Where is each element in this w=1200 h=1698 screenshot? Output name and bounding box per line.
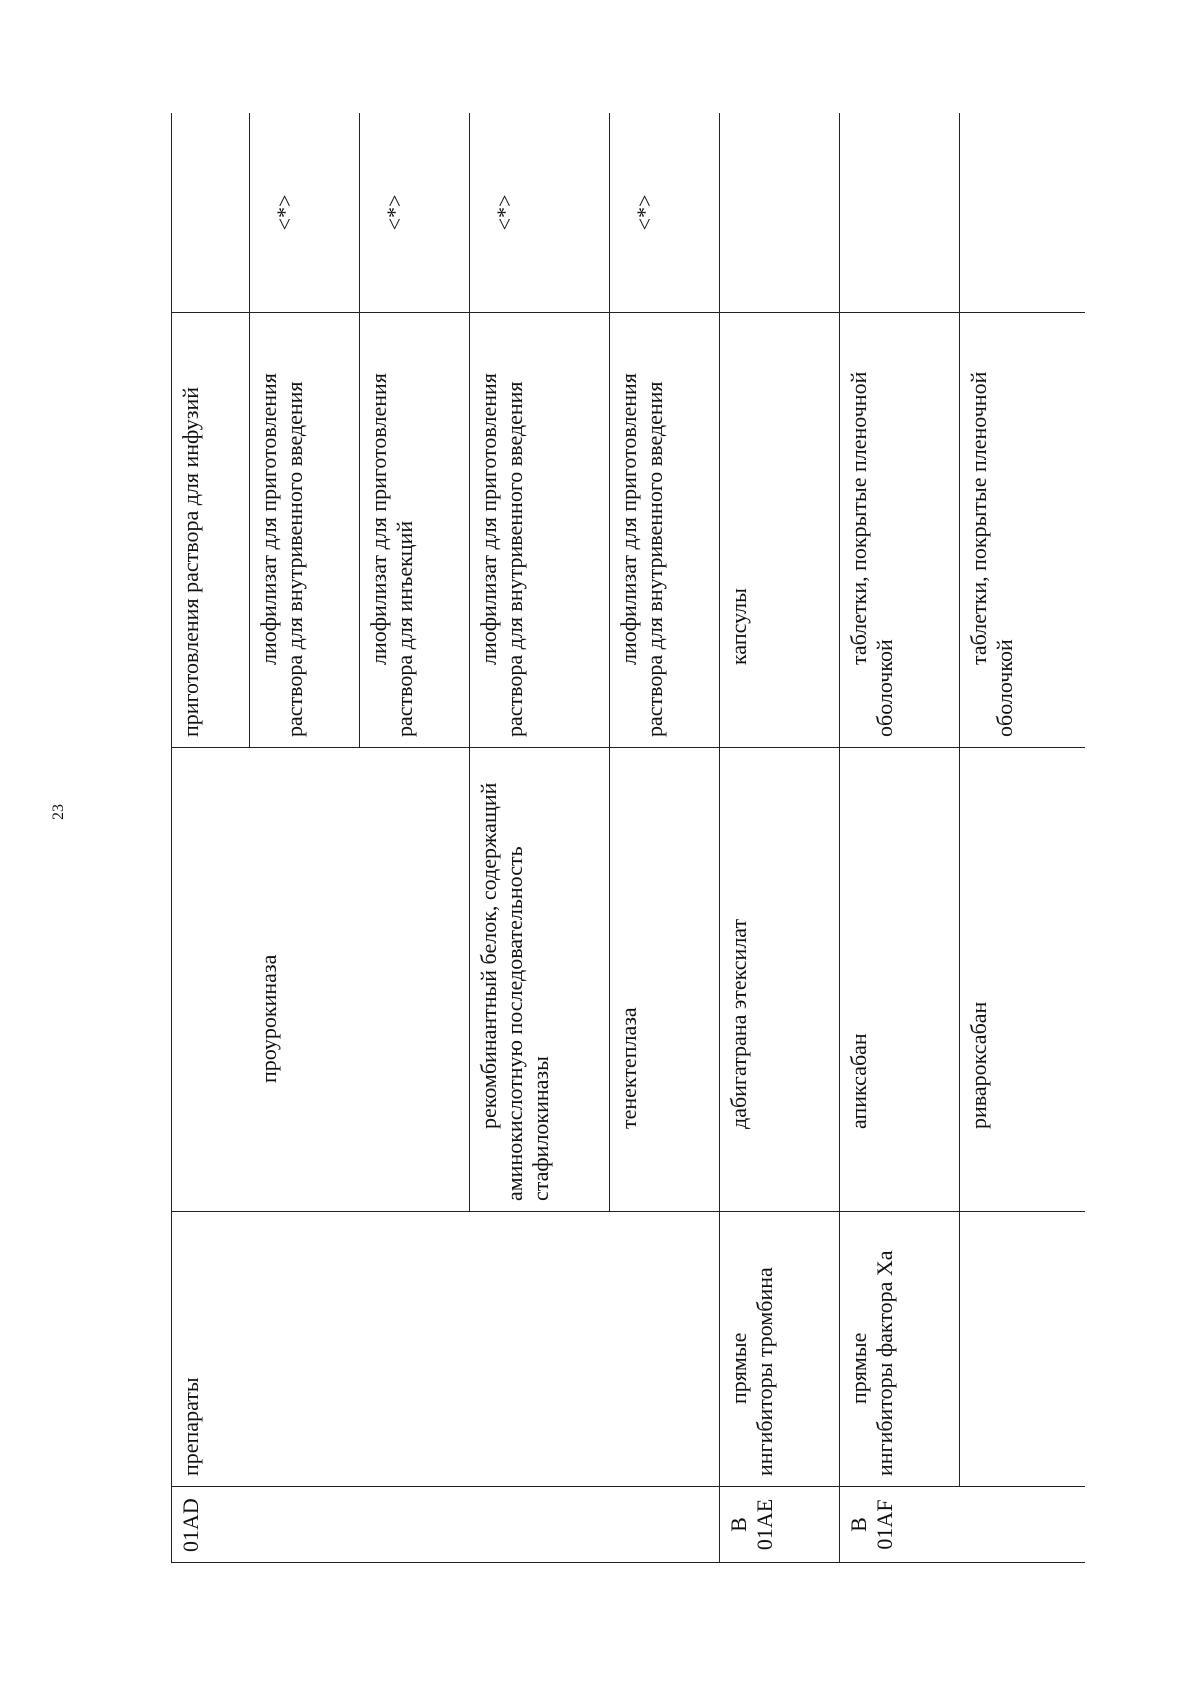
drug-cell: рекомбинантный белок, содержащий аминокислотную последовательность стафилокиназы xyxy=(470,748,610,1212)
atc-code-cell xyxy=(960,1487,1086,1563)
atc-code-cell xyxy=(470,1487,610,1563)
atc-code-cell: 01AD xyxy=(172,1487,250,1563)
form-cell: лиофилизат для приготовления раствора для внутривенного введения xyxy=(470,313,610,748)
mark-cell xyxy=(172,113,250,313)
table-frame xyxy=(171,113,1085,1563)
mark-text: <*> xyxy=(272,194,297,231)
drug-cell: дабигатрана этексилат xyxy=(720,748,840,1212)
group-cell: прямые ингибиторы фактора Xa xyxy=(840,1212,960,1487)
table-row xyxy=(840,113,960,1563)
table-row xyxy=(172,113,250,1563)
group-cell xyxy=(470,1212,610,1487)
mark-cell xyxy=(470,113,610,313)
form-cell: лиофилизат для приготовления раствора для внутривенного введения xyxy=(610,313,720,748)
rotated-table-container xyxy=(171,113,1085,1563)
group-cell: прямые ингибиторы тромбина xyxy=(720,1212,840,1487)
mark-cell xyxy=(720,113,840,313)
atc-code-cell xyxy=(610,1487,720,1563)
table-row xyxy=(470,113,610,1563)
drug-table xyxy=(171,113,1085,1563)
mark-cell xyxy=(840,113,960,313)
group-cell xyxy=(610,1212,720,1487)
mark-cell xyxy=(250,113,360,313)
mark-text: <*> xyxy=(492,194,517,231)
table-row xyxy=(720,113,840,1563)
form-cell: таблетки, покрытые пленочной оболочкой xyxy=(840,313,960,748)
mark-text: <*> xyxy=(382,194,407,231)
form-cell: лиофилизат для приготовления раствора для инъекций xyxy=(360,313,470,748)
mark-text: <*> xyxy=(632,194,657,231)
table-row xyxy=(610,113,720,1563)
group-cell: препараты xyxy=(172,1212,250,1487)
group-cell xyxy=(960,1212,1086,1487)
form-cell: приготовления раствора для инфузий xyxy=(172,313,250,748)
drug-cell: апиксабан xyxy=(840,748,960,1212)
form-cell: лиофилизат для приготовления раствора для внутривенного введения xyxy=(250,313,360,748)
group-cell xyxy=(360,1212,470,1487)
form-cell: таблетки, покрытые пленочной оболочкой xyxy=(960,313,1086,748)
mark-cell xyxy=(360,113,470,313)
mark-cell xyxy=(610,113,720,313)
drug-cell: ривароксабан xyxy=(960,748,1086,1212)
atc-code-cell xyxy=(250,1487,360,1563)
drug-cell: тенектеплаза xyxy=(610,748,720,1212)
atc-code-cell: B 01AE xyxy=(720,1487,840,1563)
atc-code-cell: B 01AF xyxy=(840,1487,960,1563)
table-row xyxy=(960,113,1086,1563)
atc-code-cell xyxy=(360,1487,470,1563)
drug-cell: проурокиназа xyxy=(250,748,470,1212)
table-row xyxy=(250,113,360,1563)
form-cell: капсулы xyxy=(720,313,840,748)
group-cell xyxy=(250,1212,360,1487)
page-number: 23 xyxy=(50,804,67,820)
drug-cell xyxy=(172,748,250,1212)
mark-cell xyxy=(960,113,1086,313)
